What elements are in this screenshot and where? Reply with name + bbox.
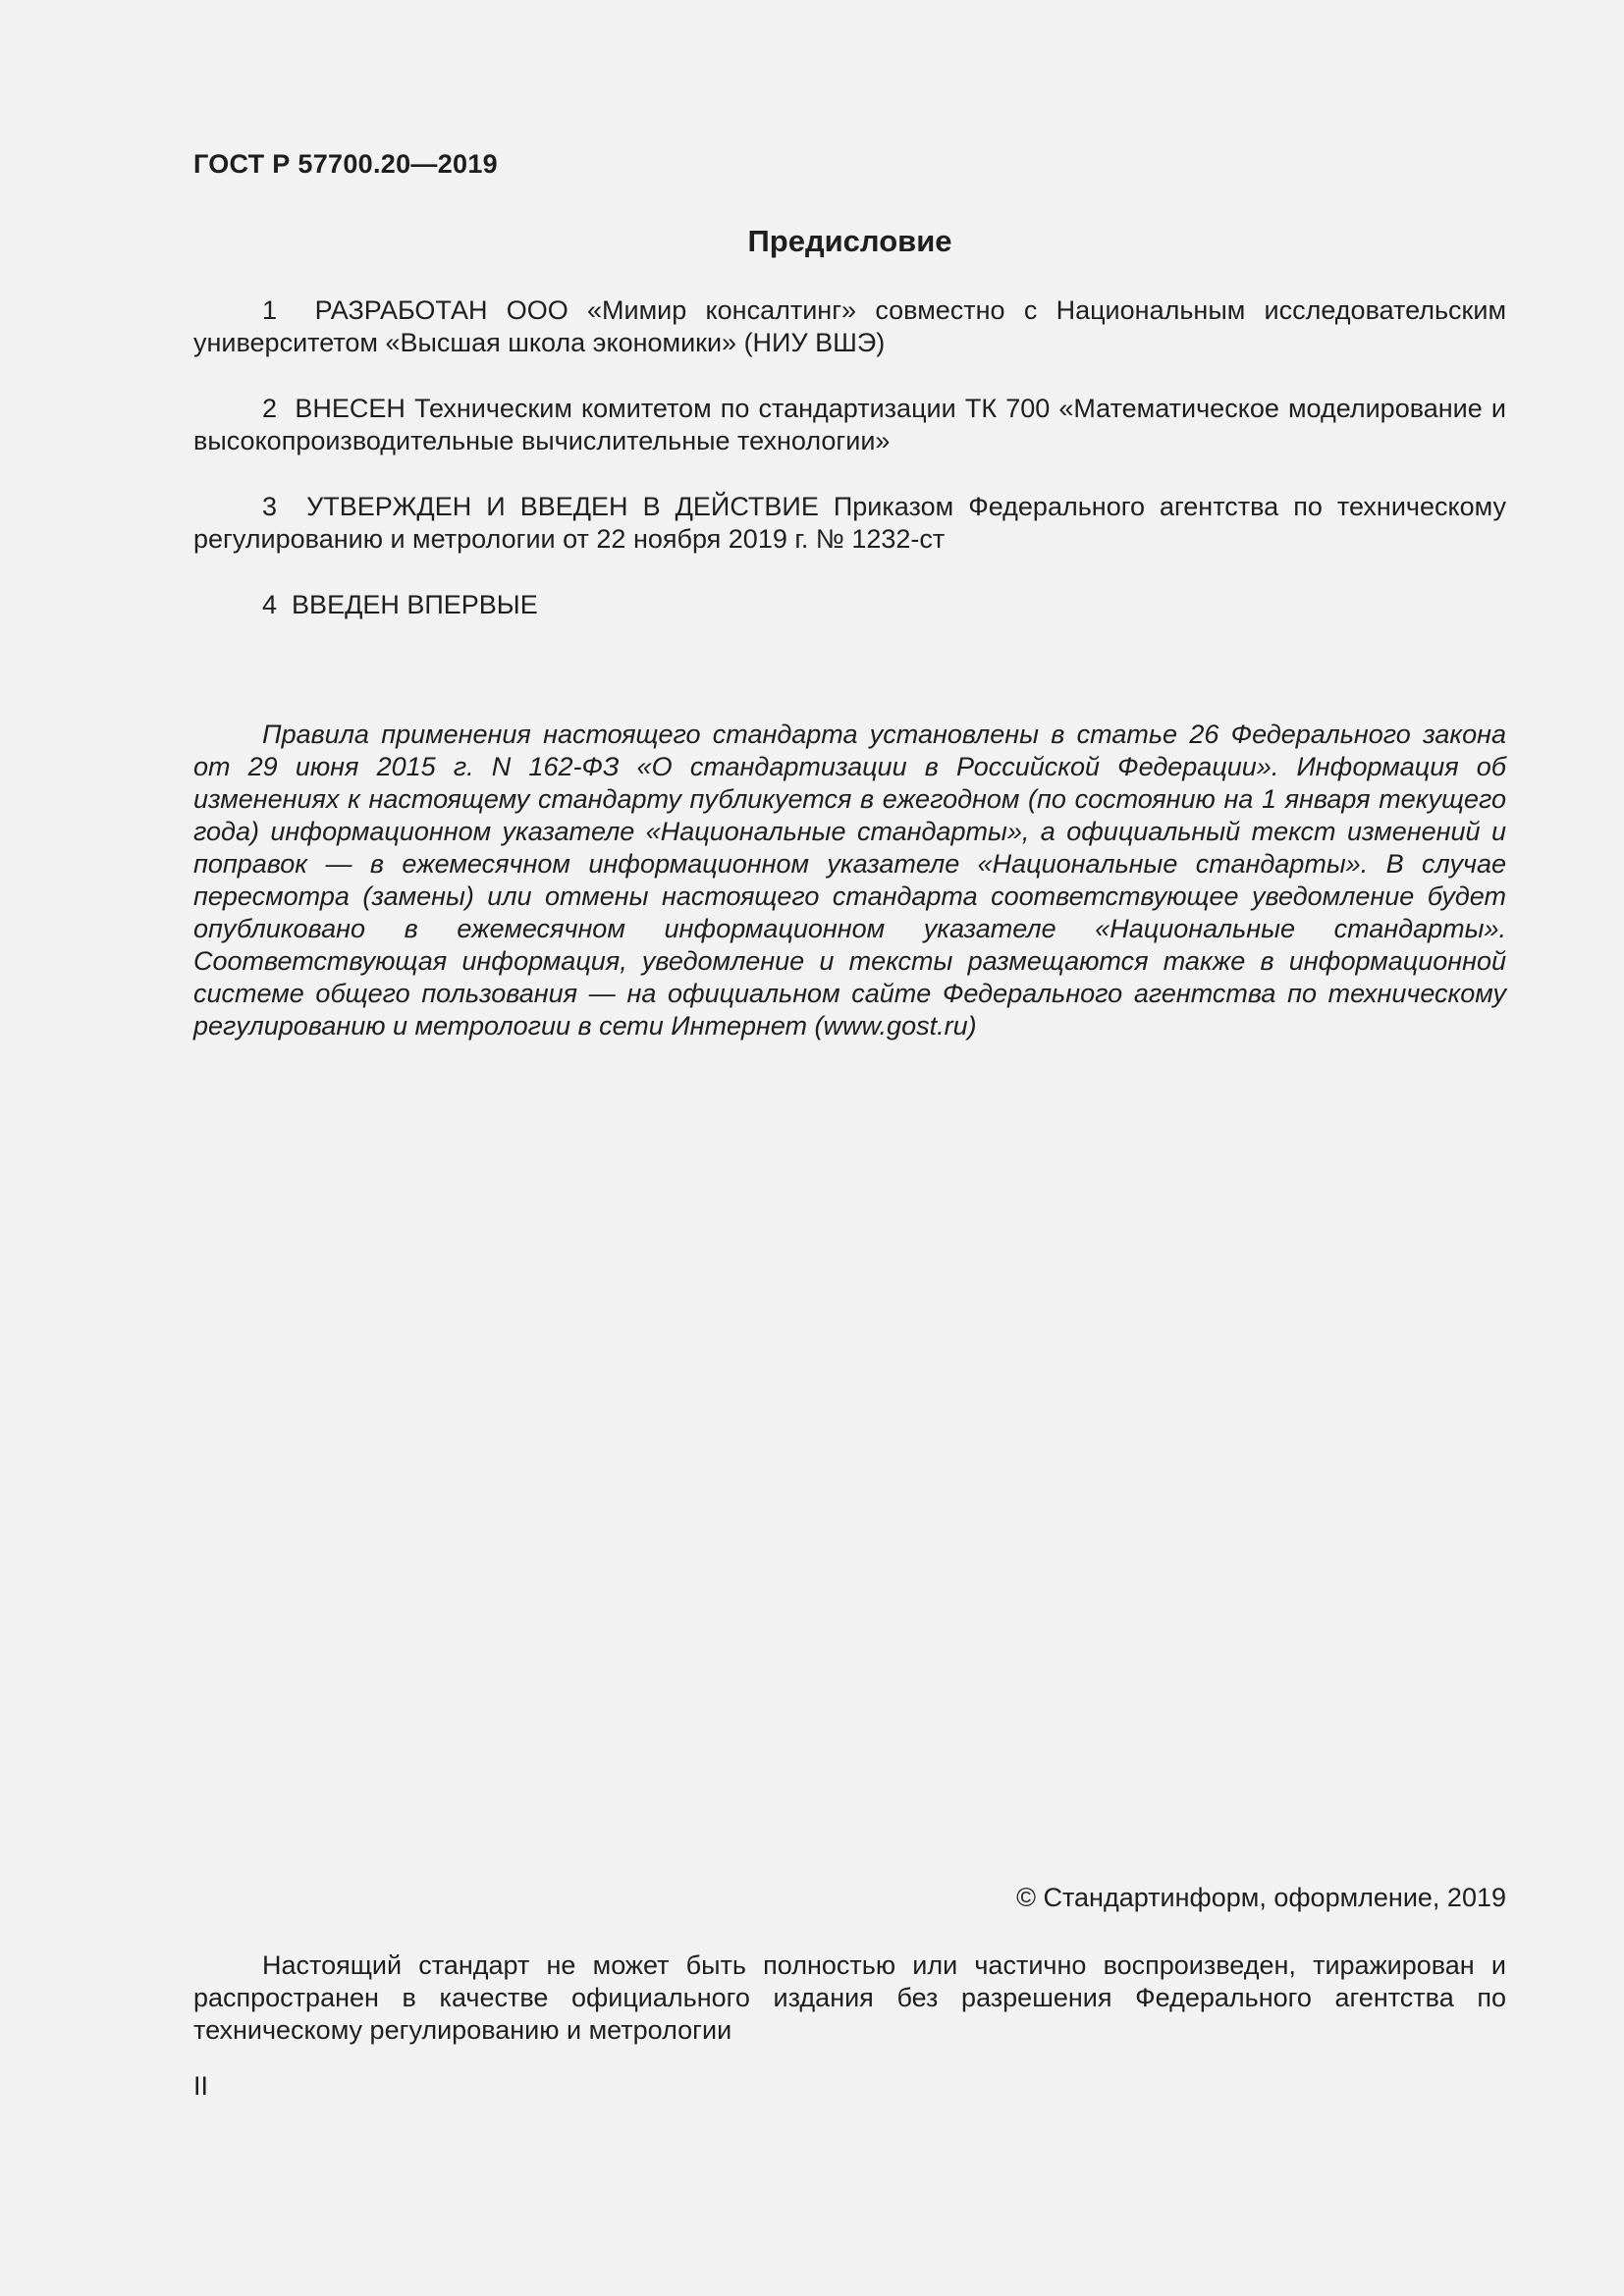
item-number: 3	[262, 492, 278, 521]
item-number: 1	[262, 295, 278, 325]
item-number: 4	[262, 590, 278, 619]
item-text: ВНЕСЕН Техническим комитетом по стандартизации ТК 700 «Математическое моделирование и высокопроизводительные вычислительные технологии»	[193, 394, 1506, 455]
item-text: РАЗРАБОТАН ООО «Мимир консалтинг» совместно с Национальным исследовательским университетом «Высшая школа экономики» (НИУ ВШЭ)	[193, 295, 1507, 357]
foreword-item-3	[193, 491, 1506, 556]
foreword-item-4	[193, 589, 1506, 621]
item-text: УТВЕРЖДЕН И ВВЕДЕН В ДЕЙСТВИЕ Приказом Федерального агентства по техническому регулированию и метрологии от 22 ноября 2019 г. № 1232-ст	[193, 492, 1506, 554]
rules-notice: Правила применения настоящего стандарта установлены в статье 26 Федерального закона от 29 июня 2015 г. N 162-ФЗ «О стандартизации в Российской Федерации». Информация об изменениях к настоящему стандарту публикуется в ежегодном (по состоянию на 1 января текущего года) информационном указателе «Национальные стандарты», а официальный текст изменений и поправок — в ежемесячном информационном указателе «Национальные стандарты». В случае пересмотра (замены) или отмены настоящего стандарта соответствующее уведомление будет опубликовано в ежемесячном информационном указателе «Национальные стандарты». Соответствующая информация, уведомление и тексты размещаются также в информационной системе общего пользования — на официальном сайте Федерального агентства по техническому регулированию и метрологии в сети Интернет (www.gost.ru)	[193, 720, 1506, 1041]
page-number: II	[193, 2071, 209, 2101]
item-number: 2	[262, 394, 278, 423]
page-title: Предисловие	[747, 224, 952, 258]
reproduction-notice: Настоящий стандарт не может быть полностью или частично воспроизведен, тиражирован и распространен в качестве официального издания без разрешения Федерального агентства по техническому регулированию и метрологии	[193, 1950, 1506, 2045]
copyright-line: © Стандартинформ, оформление, 2019	[1016, 1883, 1506, 1912]
foreword-item-2	[193, 393, 1506, 457]
foreword-item-1	[193, 294, 1506, 359]
document-header: ГОСТ Р 57700.20—2019	[193, 149, 498, 179]
item-text: ВВЕДЕН ВПЕРВЫЕ	[292, 590, 538, 619]
document-page	[193, 0, 1506, 2296]
